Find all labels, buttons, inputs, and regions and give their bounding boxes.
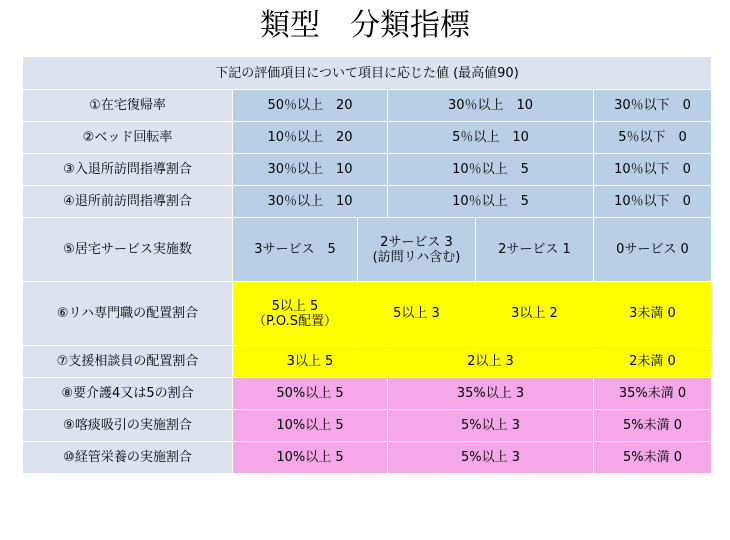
indicator-table: [22, 56, 712, 474]
table-header: 下記の評価項目について項目に応じた値 (最高値90): [23, 57, 712, 90]
table-cell: 10％以下 0: [594, 186, 712, 218]
row-label: ②ベッド回転率: [23, 122, 233, 154]
table-cell: [358, 218, 476, 282]
table-cell: 0サービス 0: [594, 218, 712, 282]
table-cell: 10％以下 0: [594, 154, 712, 186]
table-cell: 5以上 3: [358, 282, 476, 346]
row-label: ⑥リハ専門職の配置割合: [23, 282, 233, 346]
table-row: [23, 378, 712, 410]
table-cell: 30％以上 10: [388, 90, 594, 122]
row-label: ⑨喀痰吸引の実施割合: [23, 410, 233, 442]
table-cell: 10%以上 5: [233, 442, 388, 474]
table-cell: 35%以上 3: [388, 378, 594, 410]
table-row: [23, 154, 712, 186]
table-row: [23, 410, 712, 442]
table-cell: 3未満 0: [594, 282, 712, 346]
table-cell: 2サービス 1: [476, 218, 594, 282]
table-cell: 3以上 5: [233, 346, 388, 378]
table-cell: 50%以上 5: [233, 378, 388, 410]
row-label: ⑩経管栄養の実施割合: [23, 442, 233, 474]
table-row: [23, 90, 712, 122]
table-cell: 10%以上 5: [233, 410, 388, 442]
table-cell: 10％以上 20: [233, 122, 388, 154]
table-cell: 5％以上 10: [388, 122, 594, 154]
table-cell: 10％以上 5: [388, 186, 594, 218]
table-cell: 5%未満 0: [594, 410, 712, 442]
table-row: [23, 282, 712, 346]
row-label: ③入退所訪問指導割合: [23, 154, 233, 186]
row-label: ①在宅復帰率: [23, 90, 233, 122]
cell-line: 2サービス 3: [380, 234, 453, 250]
cell-line: (訪問リハ含む): [372, 249, 461, 265]
row-label: ⑧要介護4又は5の割合: [23, 378, 233, 410]
table-cell: 5％以下 0: [594, 122, 712, 154]
table-cell: 30％以上 10: [233, 154, 388, 186]
table-cell: 2未満 0: [594, 346, 712, 378]
table-cell: 50％以上 20: [233, 90, 388, 122]
table-header-row: [23, 57, 712, 90]
row-label: ⑤居宅サービス実施数: [23, 218, 233, 282]
table-cell: 5%以上 3: [388, 410, 594, 442]
page-title: 類型 分類指標: [260, 8, 470, 43]
table-cell: 30％以上 10: [233, 186, 388, 218]
table-row: [23, 442, 712, 474]
table-row: [23, 122, 712, 154]
table-cell: 10％以上 5: [388, 154, 594, 186]
table-cell: 5%未満 0: [594, 442, 712, 474]
cell-line: （P.O.S配置）: [252, 313, 338, 329]
table-row: [23, 346, 712, 378]
table-cell: 3以上 2: [476, 282, 594, 346]
table-cell: 35%未満 0: [594, 378, 712, 410]
row-label: ④退所前訪問指導割合: [23, 186, 233, 218]
table-row: [23, 186, 712, 218]
table-cell: 5%以上 3: [388, 442, 594, 474]
row-label: ⑦支援相談員の配置割合: [23, 346, 233, 378]
table-cell: [233, 282, 358, 346]
table-cell: 30％以下 0: [594, 90, 712, 122]
table-row: [23, 218, 712, 282]
table-cell: 3サービス 5: [233, 218, 358, 282]
table-cell: 2以上 3: [388, 346, 594, 378]
cell-line: 5以上 5: [271, 298, 319, 314]
